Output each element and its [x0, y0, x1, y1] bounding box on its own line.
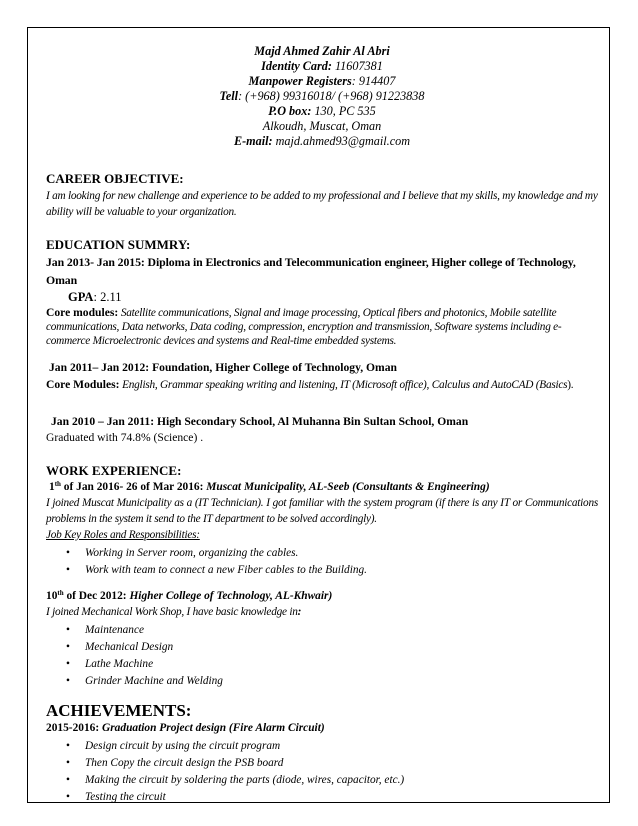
po-value: 130, PC 535: [314, 104, 376, 118]
resume-content: [46, 44, 598, 806]
list-item: • Testing the circuit: [76, 789, 598, 806]
gpa-label: GPA: [68, 290, 94, 304]
id-value: 11607381: [334, 59, 383, 73]
work-1-sup: th: [54, 480, 61, 488]
work-1-date: of Jan 2016- 26 of Mar 2016:: [60, 481, 204, 493]
resume-page: [27, 27, 610, 803]
tel-label: Tell: [219, 89, 239, 103]
achievement-entry: [46, 720, 598, 736]
candidate-name: Majd Ahmed Zahir Al Abri: [254, 44, 390, 58]
work-entry-2: [46, 588, 598, 604]
work-2-day: 10: [46, 590, 58, 602]
core-modules-1-label: Core modules:: [46, 306, 119, 319]
manpower-value: : 914407: [351, 74, 396, 88]
contact-header: [46, 44, 598, 149]
address: Alkoudh, Muscat, Oman: [262, 119, 382, 133]
work-1-day: 1: [49, 481, 55, 493]
tel-value: : (+968) 99316018/ (+968) 91223838: [238, 89, 425, 103]
work-2-sup: th: [57, 589, 64, 597]
work-2-colon: :: [297, 606, 302, 618]
work-2-org: Higher College of Technology, AL-Khwair): [129, 590, 333, 602]
list-item: • Grinder Machine and Welding: [76, 673, 598, 690]
achievement-date: 2015-2016:: [46, 722, 100, 734]
work-heading: WORK EXPERIENCE:: [46, 463, 182, 478]
list-item: • Design circuit by using the circuit program: [76, 738, 598, 755]
work-2-text-body: I joined Mechanical Work Shop, I have basic knowledge in: [46, 606, 298, 618]
core-modules-2-tail: (Basics: [535, 379, 568, 391]
education-heading: EDUCATION SUMMRY:: [46, 237, 191, 252]
core-modules-1: [46, 306, 598, 348]
education-entry-3: Jan 2010 – Jan 2011: High Secondary School, Al Muhanna Bin Sultan School, Oman: [51, 415, 469, 428]
gpa-line: [46, 289, 598, 305]
education-entry-3-text: Graduated with 74.8% (Science) .: [46, 431, 204, 444]
id-label: Identity Card:: [261, 59, 332, 73]
list-item: • Mechanical Design: [76, 639, 598, 656]
work-entry-1: [46, 479, 598, 495]
achievements-heading: ACHIEVEMENTS:: [46, 701, 192, 720]
manpower-label: Manpower Registers: [248, 74, 352, 88]
list-item: • Then Copy the circuit design the PSB board: [76, 755, 598, 772]
core-modules-2: [46, 376, 598, 394]
email-value: majd.ahmed93@gmail.com: [275, 134, 411, 148]
list-item: • Making the circuit by soldering the parts (diode, wires, capacitor, etc.): [76, 772, 598, 789]
education-entry-2: Jan 2011– Jan 2012: Foundation, Higher College of Technology, Oman: [49, 361, 397, 374]
work-2-date: of Dec 2012:: [63, 590, 127, 602]
achievement-list: [46, 738, 598, 806]
work-1-org: Muscat Municipality, AL-Seeb (Consultants & Engineering): [206, 481, 490, 493]
core-modules-2-end: ).: [567, 379, 574, 391]
roles-label: Job Key Roles and Responsibilities:: [46, 529, 200, 541]
career-heading: CAREER OBJECTIVE:: [46, 171, 184, 186]
education-entry-1: Jan 2013- Jan 2015: Diploma in Electronics and Telecommunication engineer, Higher college of Technology, Oman: [46, 255, 576, 287]
skills-list: [46, 622, 598, 690]
roles-list: [46, 545, 598, 579]
core-modules-2-label: Core Modules:: [46, 378, 120, 391]
list-item: • Maintenance: [76, 622, 598, 639]
email-label: E-mail:: [233, 134, 273, 148]
work-2-text: [46, 604, 598, 620]
achievement-title: Graduation Project design (Fire Alarm Circuit): [102, 722, 325, 734]
gpa-value: : 2.11: [93, 290, 122, 304]
core-modules-1-text: Satellite communications, Signal and image processing, Optical fibers and photonics, Mobile satellite communications, Data networks, Data coding, compression, encryption and transmission, Software systems including e-commerce Microelectronic devices and systems and Real-time embedded systems.: [46, 307, 562, 347]
career-text: I am looking for new challenge and experience to be added to my professional and I believe that my skills, my knowledge and my ability will be valuable to your organization.: [46, 190, 598, 218]
core-modules-2-text: English, Grammar speaking writing and listening, IT (Microsoft office), Calculus and AutoCAD: [122, 379, 534, 391]
list-item: • Working in Server room, organizing the cables.: [76, 545, 598, 562]
list-item: • Lathe Machine: [76, 656, 598, 673]
work-1-text: I joined Muscat Municipality as a (IT Technician). I got familiar with the system program (if there is any IT or Communications problems in the system it send to the IT department to be solved accordingly).: [46, 497, 598, 525]
list-item: • Work with team to connect a new Fiber cables to the Building.: [76, 562, 598, 579]
po-label: P.O box:: [268, 104, 312, 118]
